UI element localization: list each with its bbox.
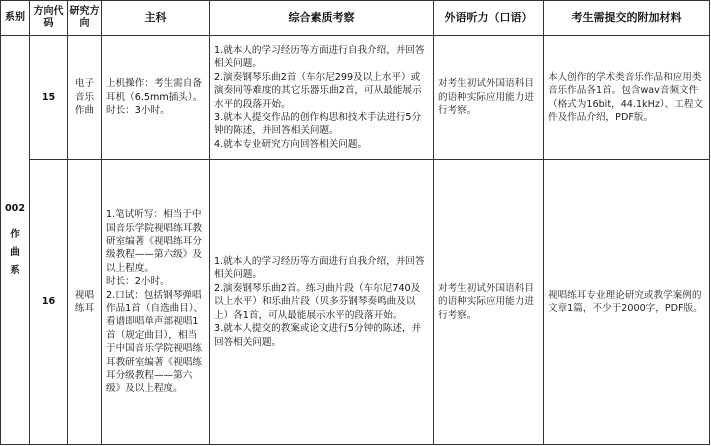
composite-item: 1.就本人的学习经历等方面进行自我介绍，并回答相关问题。 — [214, 256, 425, 281]
composite-item: 2.演奏钢琴乐曲2首。练习曲片段（车尔尼740及以上水平）和乐曲片段（贝多芬钢琴奏鸣曲及以上）各1首，可从最能展示水平的段落开始。 — [214, 282, 421, 321]
direction-code: 16 — [30, 160, 68, 445]
direction-name-part: 练耳 — [74, 303, 95, 314]
dept-code: 002 — [4, 203, 26, 214]
composite-cell — [210, 160, 434, 445]
main-line: 时长：2小时。 — [106, 276, 170, 288]
header-additional: 考生需提交的附加材料 — [544, 1, 710, 36]
main-subject-cell — [102, 36, 210, 160]
header-code: 方向代码 — [30, 1, 68, 36]
composite-item: 1.就本人的学习经历等方面进行自我介绍，并回答相关问题。 — [214, 44, 425, 70]
foreign-language-cell: 对考生初试外国语科目的语种实际应用能力进行考察。 — [434, 160, 544, 445]
main-line: 上机操作：考生需自备耳机（6.5mm插头）。 — [106, 78, 203, 103]
header-main: 主科 — [102, 1, 210, 36]
header-foreign: 外语听力（口语） — [434, 1, 544, 36]
composite-item: 4.就本专业研究方向回答相关问题。 — [214, 138, 368, 150]
table-row — [1, 160, 710, 445]
direction-name-part: 视唱 — [74, 289, 95, 301]
header-dept: 系别 — [1, 1, 30, 36]
main-line: 时长：3小时。 — [106, 105, 170, 117]
header-composite: 综合素质考察 — [210, 1, 434, 36]
direction-name-part: 作曲 — [74, 105, 95, 117]
direction-name — [68, 160, 102, 445]
foreign-language-cell: 对考生初试外国语科目的语种实际应用能力进行考察。 — [434, 36, 544, 160]
header-direction: 研究方向 — [68, 1, 102, 36]
composite-item: 3.就本人提交作品的创作构思和技术手法进行5分钟的陈述，并回答相关问题。 — [214, 111, 422, 137]
direction-name — [68, 36, 102, 160]
composite-item: 2.演奏钢琴乐曲2首（车尔尼299及以上水平）或演奏同等难度的其它乐器乐曲2首，可从最能展示水平的段落开始。 — [214, 71, 422, 110]
main-subject-cell — [102, 160, 210, 445]
dept-name-char: 作 — [10, 229, 20, 240]
dept-name-char: 曲 — [10, 247, 20, 258]
direction-name-part: 电子 — [74, 78, 95, 90]
header-row — [1, 1, 710, 36]
main-line: 2.口试：包括钢琴弹唱作品1首（自选曲目）、看谱即唱单声部视唱1首（规定曲目），相当于中国音乐学院视唱练耳教研室编著《视唱练耳分级教程——第六级》及以上程度。 — [106, 289, 204, 395]
additional-materials-cell: 视唱练耳专业理论研究或教学案例的文章1篇，不少于2000字，PDF版。 — [544, 160, 710, 445]
main-line: 1.笔试听写：相当于中国音乐学院视唱练耳教研室编著《视唱练耳分级教程——第六级》及以上程度。 — [106, 209, 202, 274]
direction-code: 15 — [30, 36, 68, 160]
composite-cell — [210, 36, 434, 160]
composite-item: 3.就本人提交的教案或论文进行5分钟的陈述，并回答相关问题。 — [214, 323, 422, 348]
additional-materials-cell: 本人创作的学术类音乐作品和应用类音乐作品各1首。包含wav音频文件（格式为16bit，44.1kHz）、工程文件及作品介绍，PDF版。 — [544, 36, 710, 160]
direction-name-part: 音乐 — [74, 91, 95, 103]
dept-cell — [1, 36, 30, 445]
table-row — [1, 36, 710, 160]
dept-name-char: 系 — [10, 265, 20, 276]
